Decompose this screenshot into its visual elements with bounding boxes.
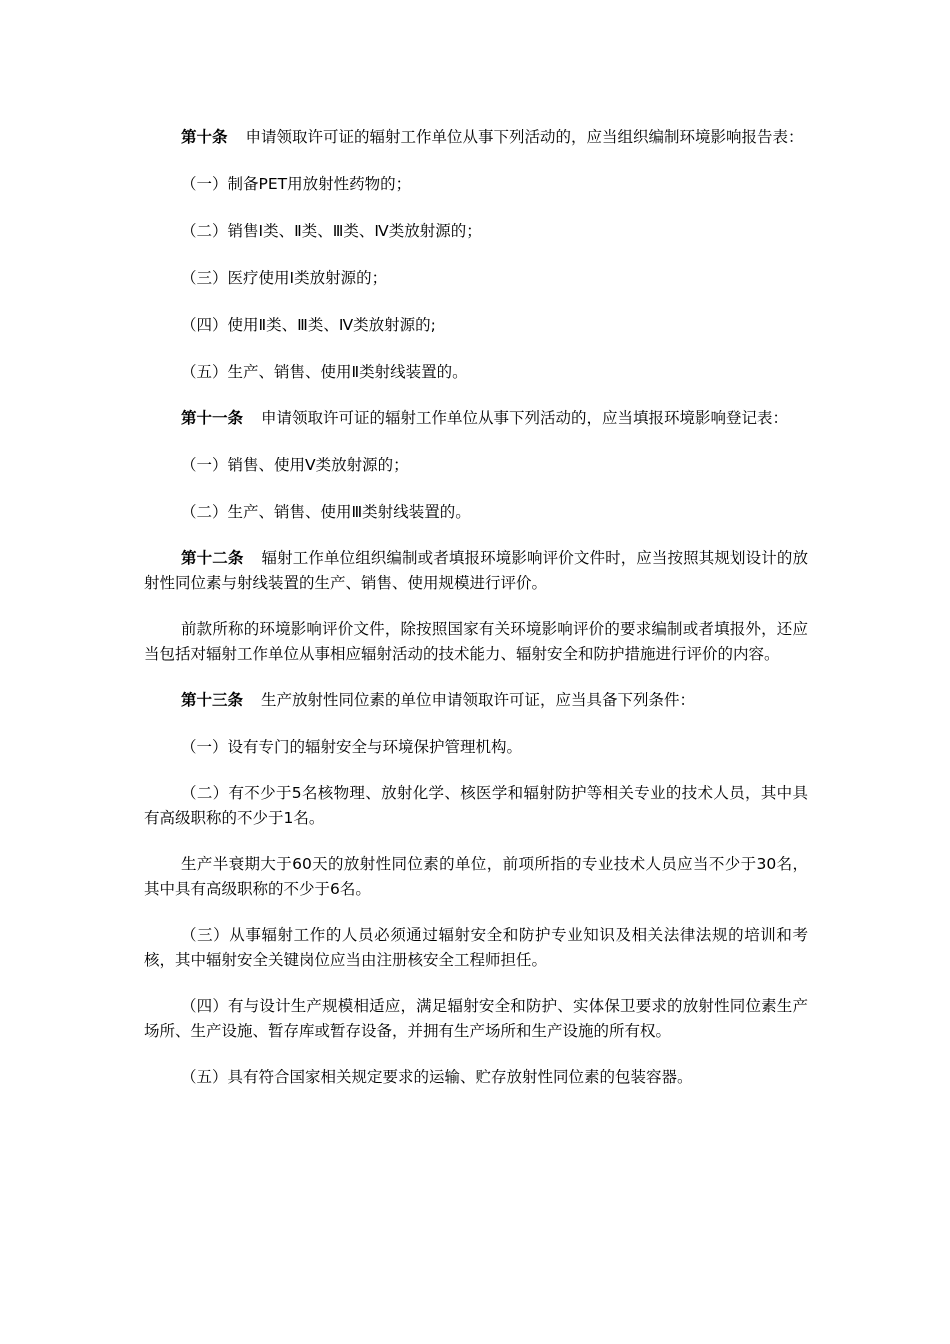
list-item-text: （二）有不少于5名核物理、放射化学、核医学和辐射防护等相关专业的技术人员，其中具有高级职称的不少于1名。: [144, 784, 808, 827]
paragraph: [144, 852, 808, 902]
list-item: [144, 500, 808, 525]
list-item-text: （四）使用Ⅱ类、Ⅲ类、Ⅳ类放射源的;: [181, 316, 436, 334]
paragraph-text: 前款所称的环境影响评价文件，除按照国家有关环境影响评价的要求编制或者填报外，还应当包括对辐射工作单位从事相应辐射活动的技术能力、辐射安全和防护措施进行评价的内容。: [144, 620, 808, 663]
list-item-text: （二）销售Ⅰ类、Ⅱ类、Ⅲ类、Ⅳ类放射源的；: [181, 222, 482, 240]
article-text: 申请领取许可证的辐射工作单位从事下列活动的，应当填报环境影响登记表：: [261, 409, 789, 427]
list-item-text: （一）设有专门的辐射安全与环境保护管理机构。: [181, 738, 523, 756]
article-text: 生产放射性同位素的单位申请领取许可证，应当具备下列条件：: [261, 691, 696, 709]
article-heading: 第十二条: [181, 549, 244, 567]
list-item-text: （三）医疗使用Ⅰ类放射源的；: [181, 269, 388, 287]
article-11: [144, 406, 808, 431]
paragraph: [144, 617, 808, 667]
list-item-text: （三）从事辐射工作的人员必须通过辐射安全和防护专业知识及相关法律法规的培训和考核，其中辐射安全关键岗位应当由注册核安全工程师担任。: [144, 926, 808, 969]
document-page: [144, 125, 808, 1090]
list-item: [144, 781, 808, 831]
paragraph-text: 生产半衰期大于60天的放射性同位素的单位，前项所指的专业技术人员应当不少于30名，其中具有高级职称的不少于6名。: [144, 855, 808, 898]
article-heading: 第十三条: [181, 691, 244, 709]
list-item: [144, 313, 808, 338]
list-item-text: （一）制备PET用放射性药物的；: [181, 175, 412, 193]
article-10: [144, 125, 808, 150]
article-heading: 第十条: [181, 128, 228, 146]
list-item: [144, 994, 808, 1044]
article-13: [144, 688, 808, 713]
list-item-text: （五）具有符合国家相关规定要求的运输、贮存放射性同位素的包装容器。: [181, 1068, 693, 1086]
list-item-text: （五）生产、销售、使用Ⅱ类射线装置的。: [181, 363, 468, 381]
list-item-text: （一）销售、使用Ⅴ类放射源的；: [181, 456, 409, 474]
article-heading: 第十一条: [181, 409, 244, 427]
article-text: 辐射工作单位组织编制或者填报环境影响评价文件时，应当按照其规划设计的放射性同位素与射线装置的生产、销售、使用规模进行评价。: [144, 549, 808, 592]
list-item: [144, 172, 808, 197]
list-item: [144, 735, 808, 760]
list-item: [144, 1065, 808, 1090]
list-item: [144, 453, 808, 478]
list-item: [144, 360, 808, 385]
list-item: [144, 923, 808, 973]
list-item-text: （二）生产、销售、使用Ⅲ类射线装置的。: [181, 503, 471, 521]
list-item: [144, 266, 808, 291]
list-item: [144, 219, 808, 244]
list-item-text: （四）有与设计生产规模相适应，满足辐射安全和防护、实体保卫要求的放射性同位素生产场所、生产设施、暂存库或暂存设备，并拥有生产场所和生产设施的所有权。: [144, 997, 808, 1040]
article-12: [144, 546, 808, 596]
article-text: 申请领取许可证的辐射工作单位从事下列活动的，应当组织编制环境影响报告表：: [245, 128, 804, 146]
